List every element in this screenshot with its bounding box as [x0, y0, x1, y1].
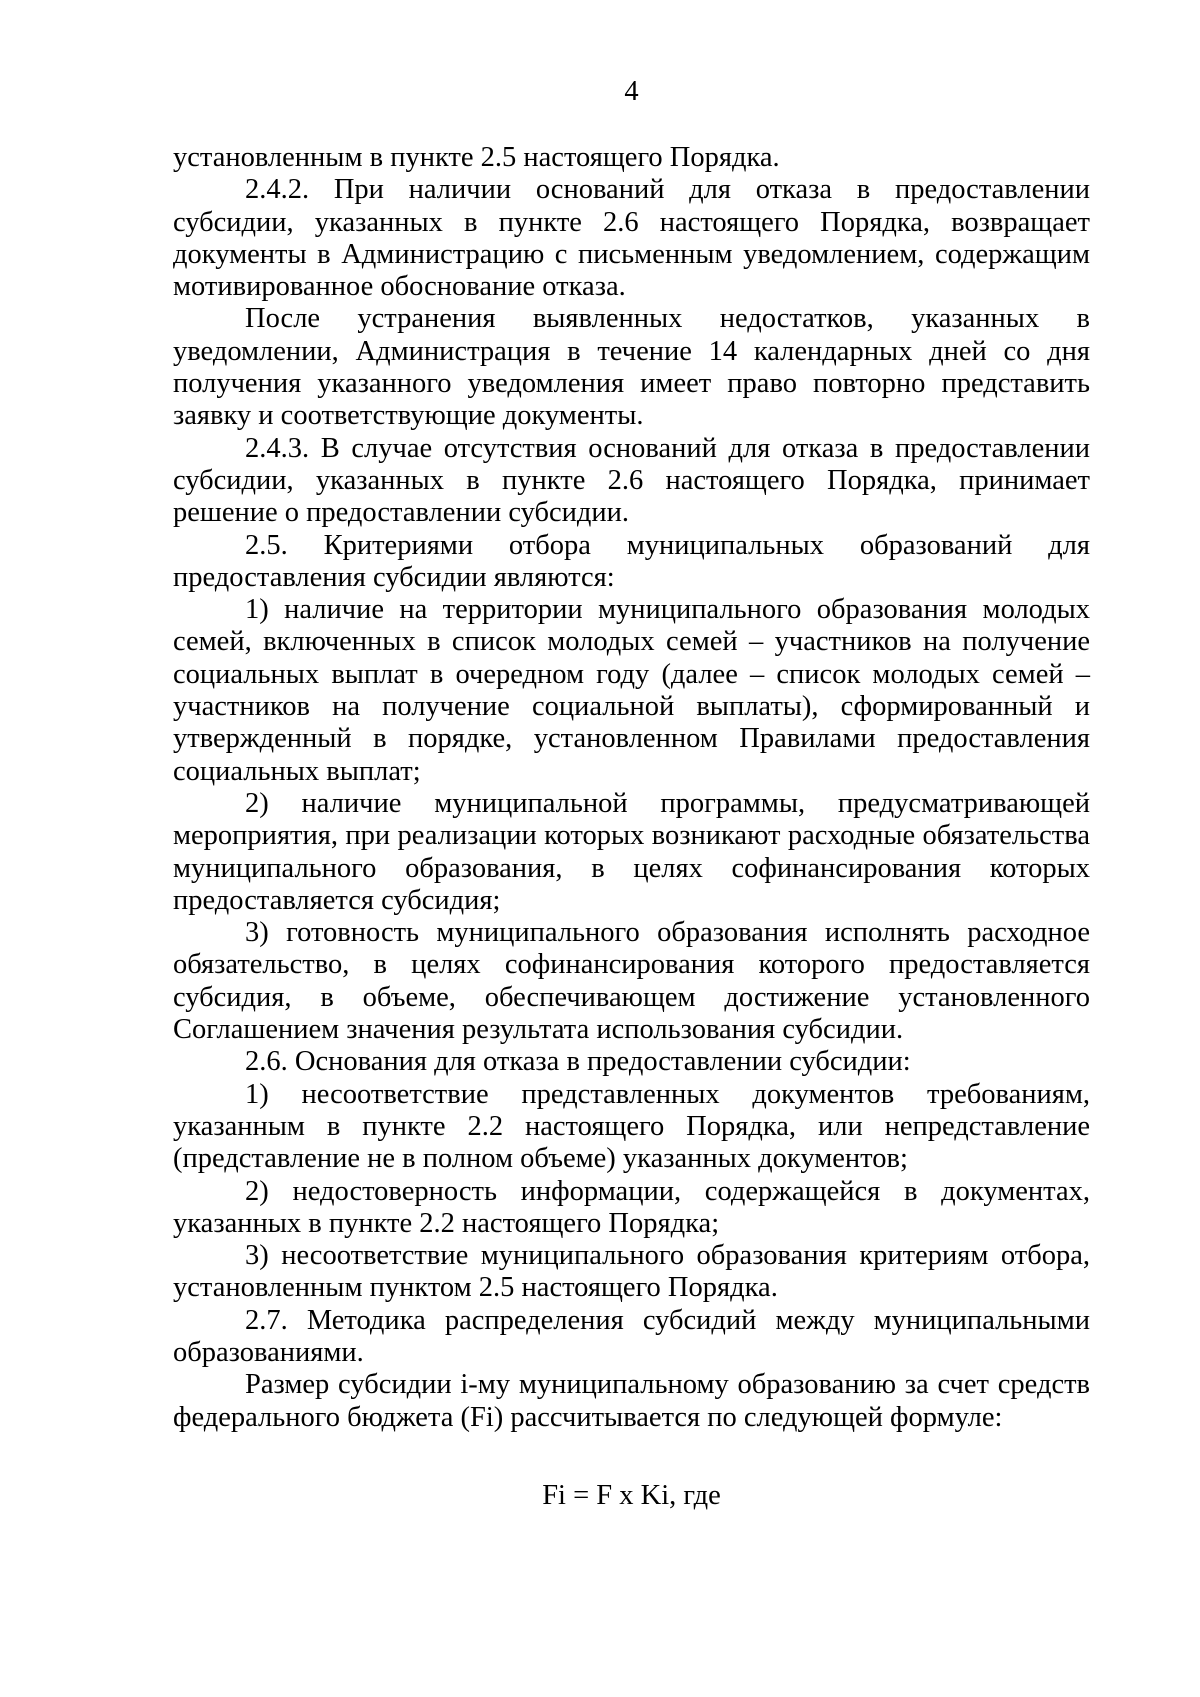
paragraph-2-6-item-1: 1) несоответствие представленных документов требованиям, указанным в пункте 2.2 настоящего Порядка, или непредставление (представление не в полном объеме) указанных документов; — [173, 1078, 1090, 1175]
paragraph-continuation: установленным в пункте 2.5 настоящего Порядка. — [173, 142, 780, 173]
paragraph-2-6-item-3: 3) несоответствие муниципального образования критериям отбора, установленным пунктом 2.5 настоящего Порядка. — [173, 1240, 1090, 1304]
page-number: 4 — [624, 76, 639, 107]
paragraph-2-6: 2.6. Основания для отказа в предоставлении субсидии: — [245, 1046, 911, 1078]
paragraph-after-elimination: После устранения выявленных недостатков, указанных в уведомлении, Администрация в течение 14 календарных дней со дня получения указанного уведомления имеет право повторно представить заявку и соответствующие документы. — [173, 303, 1090, 432]
formula: Fi = F x Ki, где — [542, 1480, 721, 1511]
paragraph-2-5: 2.5. Критериями отбора муниципальных образований для предоставления субсидии являются: — [173, 529, 1090, 593]
document-body — [173, 142, 1090, 1434]
paragraph-2-5-item-3: 3) готовность муниципального образования исполнять расходное обязательство, в целях софинансирования которого предоставляется субсидия, в объеме, обеспечивающем достижение установленного Соглашением значения результата использования субсидии. — [173, 917, 1090, 1046]
paragraph-2-6-item-2: 2) недостоверность информации, содержащейся в документах, указанных в пункте 2.2 настоящего Порядка; — [173, 1175, 1090, 1239]
paragraph-2-4-2: 2.4.2. При наличии оснований для отказа в предоставлении субсидии, указанных в пункте 2.6 настоящего Порядка, возвращает документы в Администрацию с письменным уведомлением, содержащим мотивированное обоснование отказа. — [173, 174, 1090, 303]
paragraph-2-4-3: 2.4.3. В случае отсутствия оснований для отказа в предоставлении субсидии, указанных в пункте 2.6 настоящего Порядка, принимает решение о предоставлении субсидии. — [173, 432, 1090, 529]
paragraph-2-5-item-2: 2) наличие муниципальной программы, предусматривающей мероприятия, при реализации которых возникают расходные обязательства муниципального образования, в целях софинансирования которых предоставляется субсидия; — [173, 787, 1090, 916]
paragraph-2-7: 2.7. Методика распределения субсидий между муниципальными образованиями. — [173, 1304, 1090, 1368]
paragraph-2-5-item-1: 1) наличие на территории муниципального образования молодых семей, включенных в список молодых семей – участников на получение социальных выплат в очередном году (далее – список молодых семей – участников на получение социальной выплаты), сформированный и утвержденный в порядке, установленном Правилами предоставления социальных выплат; — [173, 594, 1090, 787]
paragraph-subsidy-size: Размер субсидии i-му муниципальному образованию за счет средств федерального бюджета (Fi) рассчитывается по следующей формуле: — [173, 1369, 1090, 1433]
